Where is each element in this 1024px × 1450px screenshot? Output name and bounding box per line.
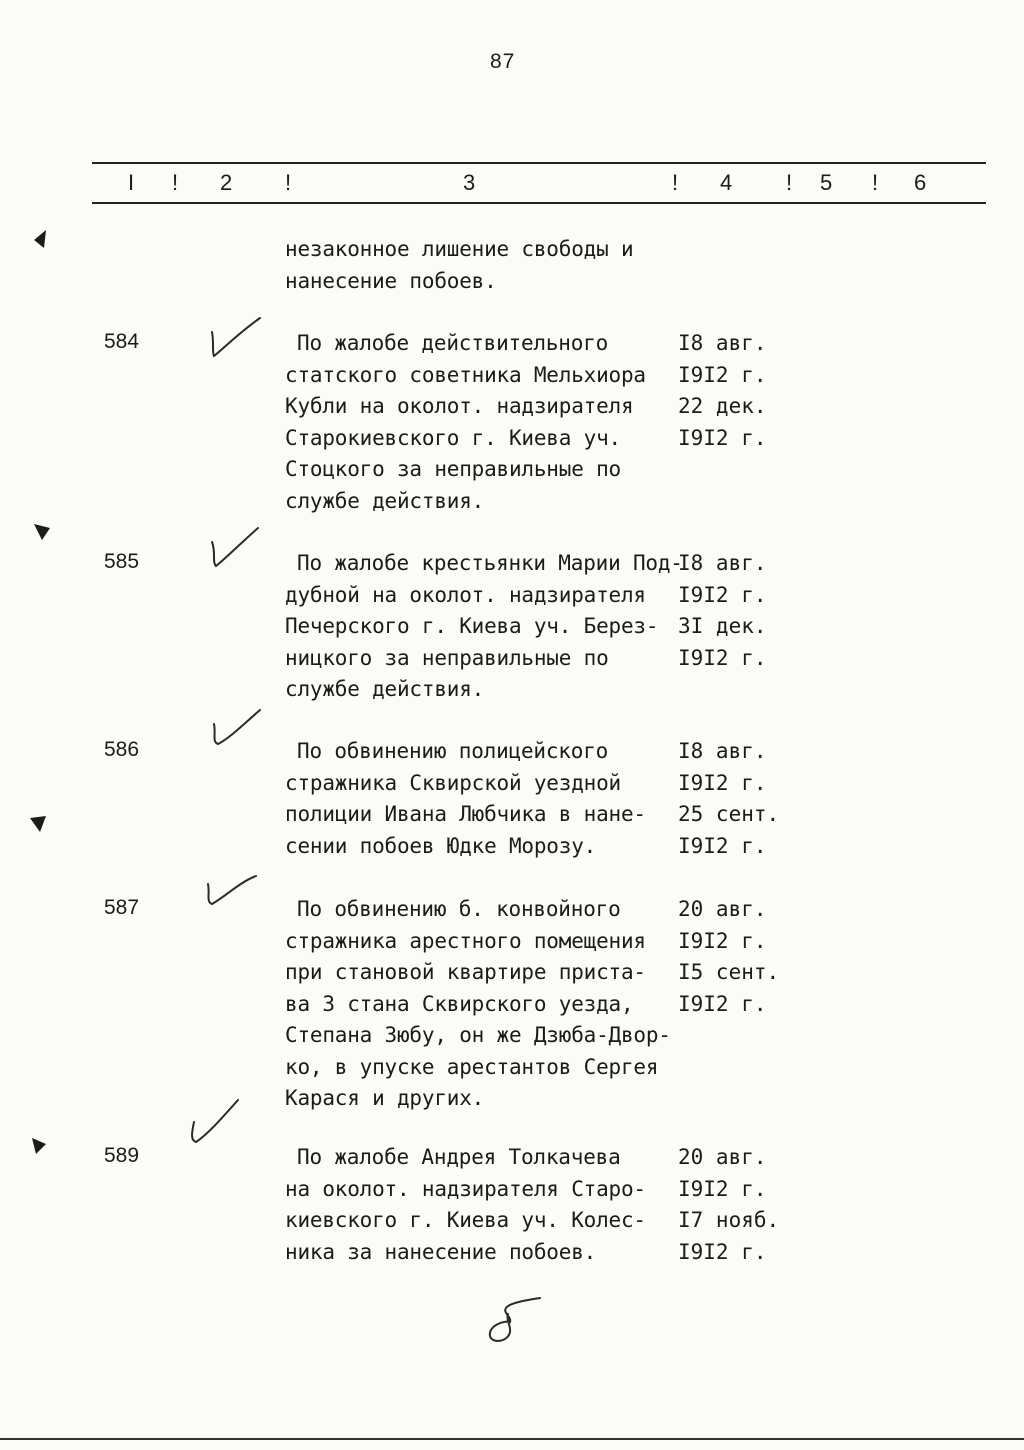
date-line: I8 авг. [678, 739, 767, 763]
entry-dates [678, 1142, 779, 1268]
binder-hole-icon [32, 520, 52, 542]
text-line: ва 3 стана Сквирского уезда, [285, 991, 634, 1016]
date-line: 20 авг. [678, 1145, 767, 1169]
text-line: По обвинению б. конвойного [297, 897, 621, 921]
date-line: I9I2 г. [678, 1176, 767, 1201]
text-line: на околот. надзирателя Старо- [285, 1176, 646, 1201]
text-line: сении побоев Юдке Морозу. [285, 833, 597, 858]
date-line: I9I2 г. [678, 645, 767, 670]
header-rule-bottom [92, 202, 986, 204]
entry-dates [678, 548, 767, 674]
column-header-1: I [128, 170, 135, 195]
entry-dates [678, 328, 767, 454]
text-line: дубной на околот. надзирателя [285, 582, 646, 607]
binder-hole-icon [28, 1134, 48, 1156]
handwritten-signature-icon [478, 1290, 558, 1350]
date-line: I5 сент. [678, 960, 780, 984]
column-separator: ! [872, 170, 879, 195]
entry-number: 586 [104, 738, 140, 761]
date-line: I9I2 г. [678, 1239, 767, 1264]
text-line: службе действия. [285, 677, 485, 701]
date-line: I9I2 г. [678, 770, 767, 795]
date-line: 22 дек. [678, 394, 767, 418]
column-header-4: 4 [720, 170, 733, 195]
entry-description [285, 894, 685, 1115]
text-line: статского советника Мельхиора [285, 362, 646, 387]
column-separator: ! [672, 170, 679, 195]
text-line: ницкого за неправильные по [285, 645, 609, 670]
column-separator: ! [172, 170, 179, 195]
entry-description [285, 548, 685, 706]
header-rule-top [92, 162, 986, 164]
text-line: Карася и других. [285, 1086, 485, 1110]
text-line: ко, в упуске арестантов Сергея [285, 1054, 659, 1079]
text-line: Стоцкого за неправильные по [285, 457, 621, 481]
entry-description [285, 328, 685, 517]
entry-number: 584 [104, 330, 140, 353]
date-line: I9I2 г. [678, 362, 767, 387]
text-line: стражника Сквирской уездной [285, 770, 621, 795]
entry-dates [678, 894, 779, 1020]
entry-dates [678, 736, 779, 862]
column-header-6: 6 [914, 170, 927, 195]
date-line: I8 авг. [678, 551, 767, 575]
page-number: 87 [490, 50, 516, 73]
date-line: I7 нояб. [678, 1208, 780, 1232]
date-line: 20 авг. [678, 897, 767, 921]
text-line: По жалобе крестьянки Марии Под- [297, 551, 683, 575]
entry-number: 587 [104, 896, 140, 919]
date-line: I9I2 г. [678, 582, 767, 607]
text-line: нанесение побоев. [285, 268, 497, 293]
text-line: По обвинению полицейского [297, 739, 609, 763]
date-line: I9I2 г. [678, 833, 767, 858]
checkmark-icon [204, 706, 274, 756]
date-line: 3I дек. [678, 614, 767, 638]
text-line: Степана Зюбу, он же Дзюба-Двор- [285, 1023, 671, 1047]
text-line: Старокиевского г. Киева уч. [285, 425, 621, 450]
date-line: I9I2 г. [678, 991, 767, 1016]
continuation-text [285, 234, 685, 297]
entry-description [285, 736, 685, 862]
text-line: По жалобе действительного [297, 331, 609, 355]
text-line: стражника арестного помещения [285, 928, 646, 953]
text-line: Кубли на околот. надзирателя [285, 394, 634, 418]
date-line: 25 сент. [678, 802, 780, 826]
date-line: I9I2 г. [678, 928, 767, 953]
column-header-5: 5 [820, 170, 833, 195]
entry-number: 585 [104, 550, 140, 573]
column-separator: ! [786, 170, 793, 195]
text-line: ника за нанесение побоев. [285, 1239, 597, 1264]
checkmark-icon [180, 1098, 250, 1148]
column-header-3: 3 [463, 170, 476, 195]
checkmark-icon [200, 524, 270, 574]
page-bottom-edge [0, 1438, 1024, 1440]
entry-number: 589 [104, 1144, 140, 1167]
text-line: Печерского г. Киева уч. Берез- [285, 614, 659, 638]
column-header-2: 2 [220, 170, 233, 195]
date-line: I8 авг. [678, 331, 767, 355]
binder-hole-icon [30, 228, 50, 250]
column-separator: ! [285, 170, 292, 195]
entry-description [285, 1142, 685, 1268]
text-line: незаконное лишение свободы и [285, 237, 634, 261]
text-line: при становой квартире приста- [285, 960, 646, 984]
checkmark-icon [200, 312, 270, 362]
checkmark-icon [196, 870, 266, 920]
text-line: службе действия. [285, 488, 485, 513]
text-line: По жалобе Андрея Толкачева [297, 1145, 621, 1169]
binder-hole-icon [28, 812, 48, 834]
text-line: полиции Ивана Любчика в нане- [285, 802, 646, 826]
text-line: киевского г. Киева уч. Колес- [285, 1208, 646, 1232]
date-line: I9I2 г. [678, 425, 767, 450]
